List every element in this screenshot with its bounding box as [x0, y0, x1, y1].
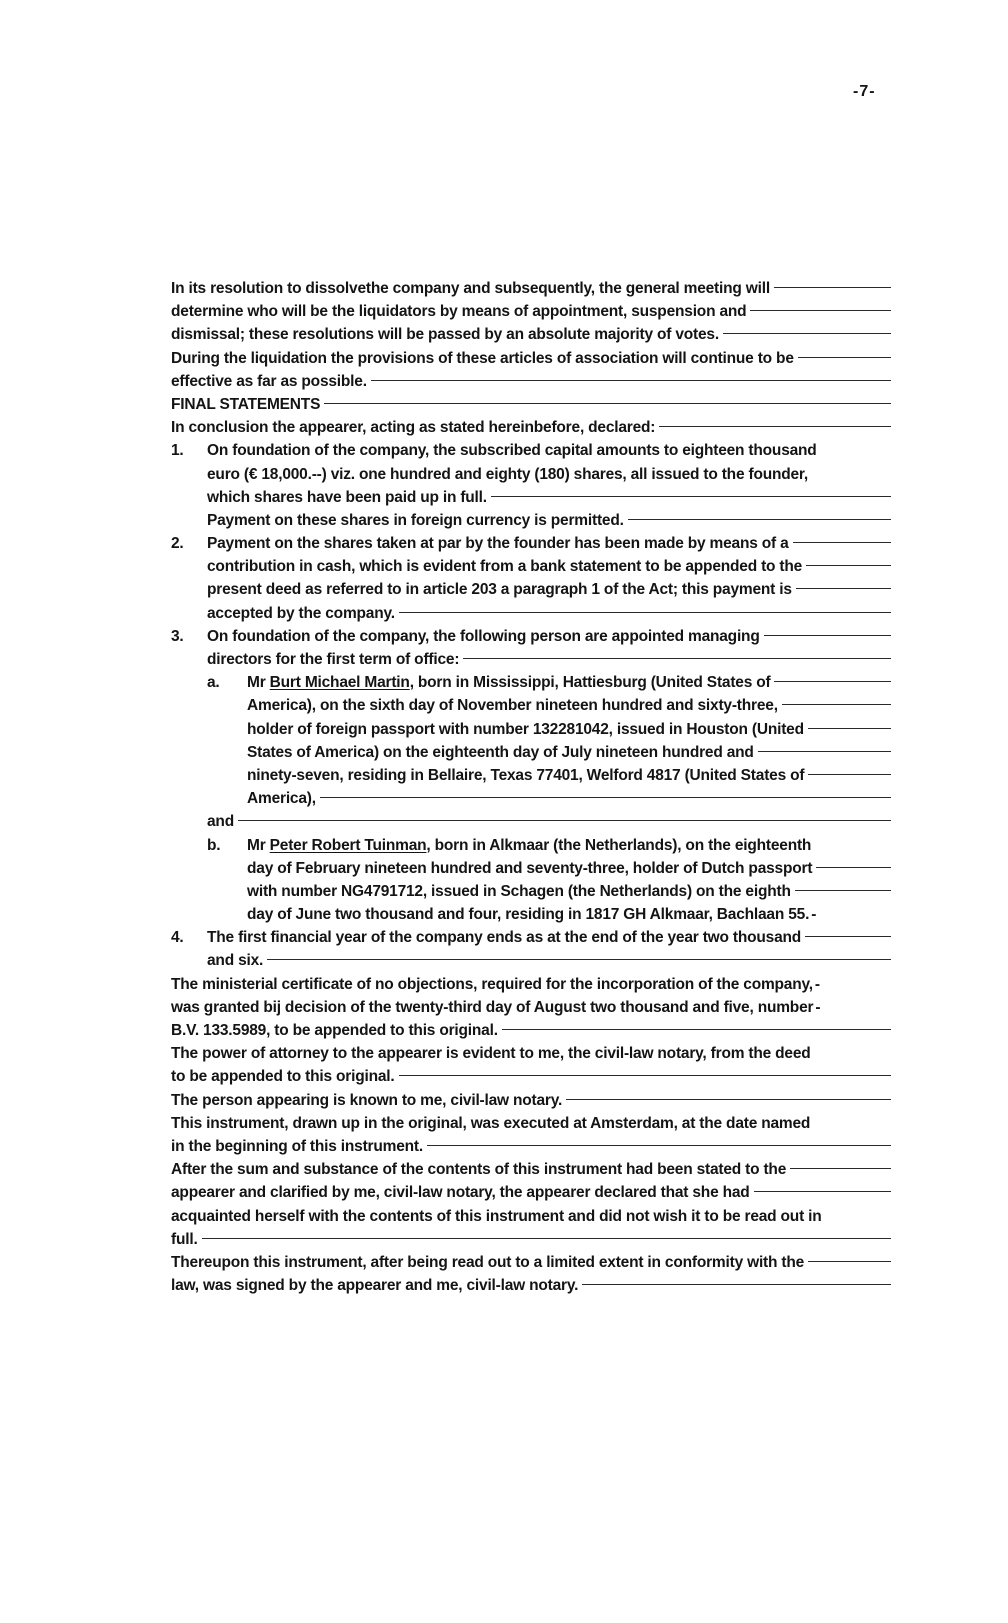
- text-line: in the beginning of this instrument.: [171, 1135, 891, 1158]
- text-line: The power of attorney to the appearer is evident to me, the civil-law notary, from the deed: [171, 1045, 811, 1063]
- deed-body: [171, 277, 891, 1297]
- section-heading: FINAL STATEMENTS: [171, 393, 891, 416]
- list-marker: b.: [207, 836, 221, 854]
- text-line: law, was signed by the appearer and me, civil-law notary.: [171, 1274, 891, 1297]
- text-line: was granted bij decision of the twenty-third day of August two thousand and five, number -: [171, 998, 821, 1016]
- text-line: effective as far as possible.: [171, 370, 891, 393]
- list-item-4: 4. The first financial year of the company ends as at the end of the year two thousand and six.: [171, 926, 891, 972]
- list-item-3: 3. On foundation of the company, the following person are appointed managing directors for the first term of office: a. Mr Burt Michael Martin, born in Mississippi, Hattiesburg (United States of America), on the sixth day of November nineteen hundred and sixty-three, holder of foreign passport with number 132281042, issued in Houston (United States of America) on the eighteenth day of July nineteen hundred and ninety-seven, residing in Bellaire, Texas 77401, Welford 4817 (United States of America), and b. Mr Peter Robert Tuinman, born in Alkmaar (the Netherlands), on the eighteenth day of February nineteen hundred and seventy-three, holder of Dutch passport with number NG4791712, issued in Schagen (the Netherlands) on the eighth day of June two thousand and four, residing in 1817 GH Alkmaar, Bachlaan 55. -: [171, 625, 891, 926]
- text-line: acquainted herself with the contents of this instrument and did not wish it to be read out in: [171, 1207, 822, 1225]
- text-line: appearer and clarified by me, civil-law notary, the appearer declared that she had: [171, 1181, 891, 1204]
- list-marker: 4.: [171, 929, 184, 947]
- text-line: In its resolution to dissolvethe company and subsequently, the general meeting will: [171, 277, 891, 300]
- list-item-1: 1. On foundation of the company, the subscribed capital amounts to eighteen thousand euro (€ 18,000.--) viz. one hundred and eighty (180) shares, all issued to the founder, which shares have been paid up in full. Payment on these shares in foreign currency is permitted.: [171, 439, 891, 532]
- list-item-2: 2. Payment on the shares taken at par by the founder has been made by means of a contribution in cash, which is evident from a bank statement to be appended to the present deed as referred to in article 203 a paragraph 1 of the Act; this payment is accepted by the company.: [171, 532, 891, 625]
- director-name: Peter Robert Tuinman: [269, 836, 427, 854]
- text-line: This instrument, drawn up in the original, was executed at Amsterdam, at the date named: [171, 1114, 811, 1132]
- text-line: Thereupon this instrument, after being read out to a limited extent in conformity with the: [171, 1251, 891, 1274]
- page-number: -7-: [853, 83, 876, 100]
- list-marker: 2.: [171, 535, 184, 553]
- text-line: The person appearing is known to me, civil-law notary.: [171, 1089, 891, 1112]
- text-line: full.: [171, 1228, 891, 1251]
- text-line: The ministerial certificate of no objections, required for the incorporation of the company, -: [171, 975, 820, 993]
- list-marker: a.: [207, 674, 220, 692]
- text-line: B.V. 133.5989, to be appended to this original.: [171, 1019, 891, 1042]
- text-line: determine who will be the liquidators by means of appointment, suspension and: [171, 300, 891, 323]
- text-line: In conclusion the appearer, acting as stated hereinbefore, declared:: [171, 416, 891, 439]
- sub-item-a: a. Mr Burt Michael Martin, born in Mississippi, Hattiesburg (United States of America), on the sixth day of November nineteen hundred and sixty-three, holder of foreign passport with number 132281042, issued in Houston (United States of America) on the eighteenth day of July nineteen hundred and ninety-seven, residing in Bellaire, Texas 77401, Welford 4817 (United States of America),: [171, 671, 891, 810]
- list-marker: 3.: [171, 627, 184, 645]
- text-line: During the liquidation the provisions of these articles of association will continue to be: [171, 347, 891, 370]
- list-marker: 1.: [171, 442, 184, 460]
- text-line: After the sum and substance of the contents of this instrument had been stated to the: [171, 1158, 891, 1181]
- text-line: to be appended to this original.: [171, 1065, 891, 1088]
- text-line: dismissal; these resolutions will be passed by an absolute majority of votes.: [171, 323, 891, 346]
- sub-item-b: b. Mr Peter Robert Tuinman, born in Alkmaar (the Netherlands), on the eighteenth day of February nineteen hundred and seventy-three, holder of Dutch passport with number NG4791712, issued in Schagen (the Netherlands) on the eighth day of June two thousand and four, residing in 1817 GH Alkmaar, Bachlaan 55. -: [171, 834, 891, 927]
- text-line: and: [171, 810, 891, 833]
- director-name: Burt Michael Martin: [269, 674, 410, 692]
